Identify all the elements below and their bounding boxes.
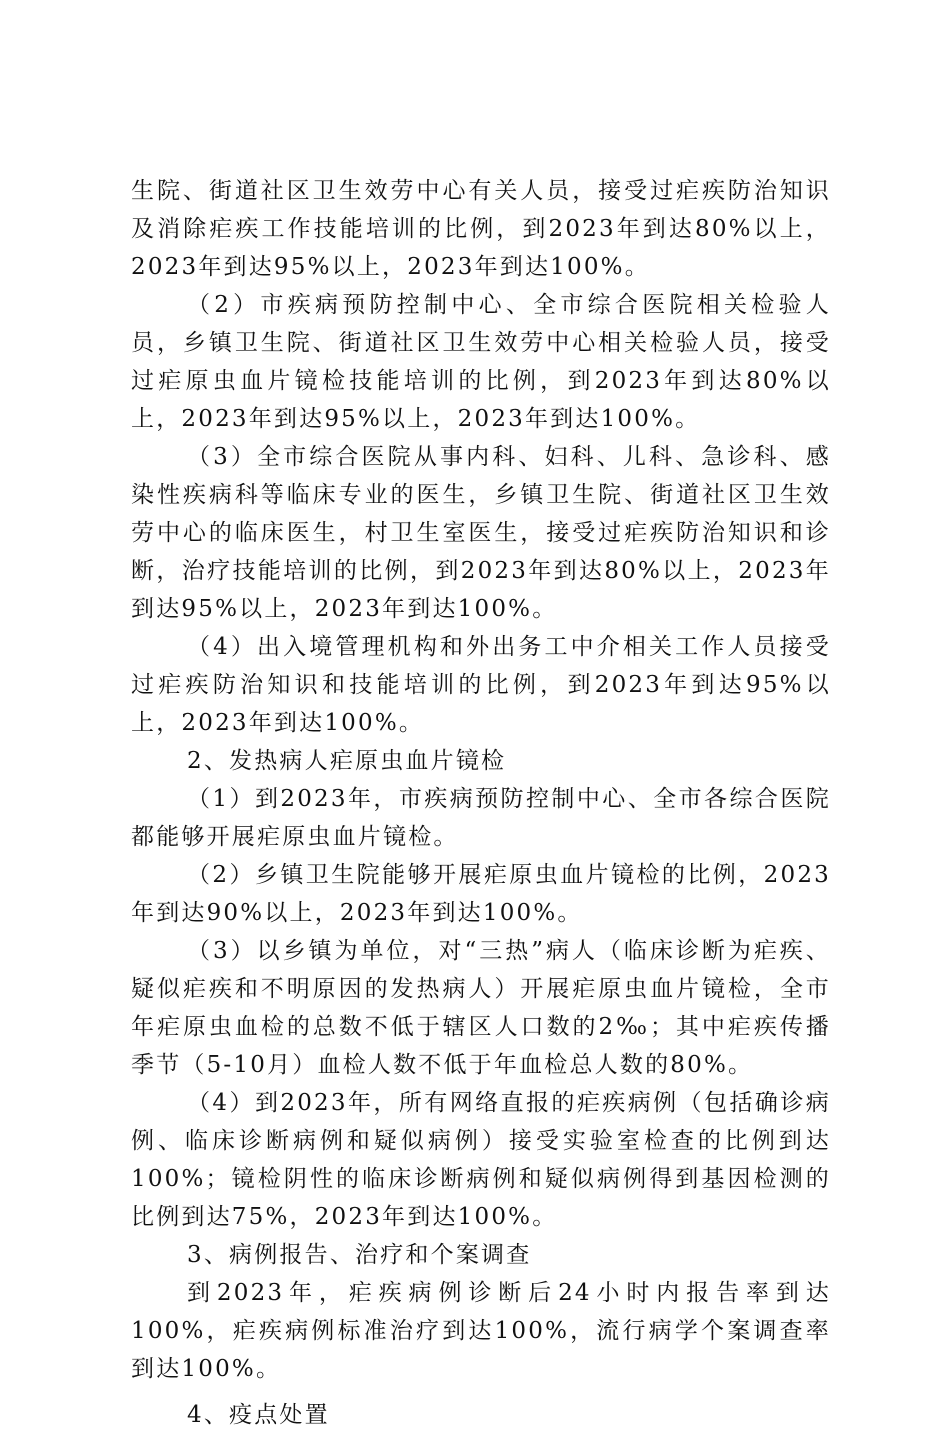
heading-fever-screening: 2、发热病人疟原虫血片镜检 [187,748,507,774]
heading-case-reporting: 3、病例报告、治疗和个案调查 [187,1242,532,1268]
paragraph-lab-staff-training: （2）市疾病预防控制中心、全市综合医院相关检验人员，乡镇卫生院、街道社区卫生效劳中心相关检验人员，接受过疟原虫血片镜检技能培训的比例，到2023年到达80%以上，2023年到达95%以上，2023年到达100%。 [131,292,831,432]
paragraph-reporting-rates: 到2023年，疟疾病例诊断后24小时内报告率到达100%，疟疾病例标准治疗到达100%，流行病学个案调查率到达100%。 [131,1280,831,1382]
paragraph-three-fever-screening: （3）以乡镇为单位，对“三热”病人（临床诊断为疟疾、疑似疟疾和不明原因的发热病人）开展疟原虫血片镜检，全市年疟原虫血检的总数不低于辖区人口数的2‰；其中疟疾传播季节（5-10月）血检人数不低于年血检总人数的80%。 [131,938,831,1078]
heading-foci-response: 4、疫点处置 [187,1402,330,1428]
paragraph-lab-confirmation: （4）到2023年，所有网络直报的疟疾病例（包括确诊病例、临床诊断病例和疑似病例）接受实验室检查的比例到达100%；镜检阴性的临床诊断病例和疑似病例得到基因检测的比例到达75%，2023年到达100%。 [131,1090,831,1230]
paragraph-training-continued: 生院、街道社区卫生效劳中心有关人员，接受过疟疾防治知识及消除疟疾工作技能培训的比例，到2023年到达80%以上，2023年到达95%以上，2023年到达100%。 [131,178,831,280]
paragraph-clinician-training: （3）全市综合医院从事内科、妇科、儿科、急诊科、感染性疾病科等临床专业的医生，乡镇卫生院、街道社区卫生效劳中心的临床医生，村卫生室医生，接受过疟疾防治知识和诊断，治疗技能培训的比例，到2023年到达80%以上，2023年到达95%以上，2023年到达100%。 [131,444,831,622]
document-body [131,172,831,1434]
paragraph-border-staff-training: （4）出入境管理机构和外出务工中介相关工作人员接受过疟疾防治知识和技能培训的比例，到2023年到达95%以上，2023年到达100%。 [131,634,831,736]
paragraph-township-microscopy: （2）乡镇卫生院能够开展疟原虫血片镜检的比例，2023年到达90%以上，2023年到达100%。 [131,862,831,926]
paragraph-cdc-hospital-microscopy: （1）到2023年，市疾病预防控制中心、全市各综合医院都能够开展疟原虫血片镜检。 [131,786,831,850]
